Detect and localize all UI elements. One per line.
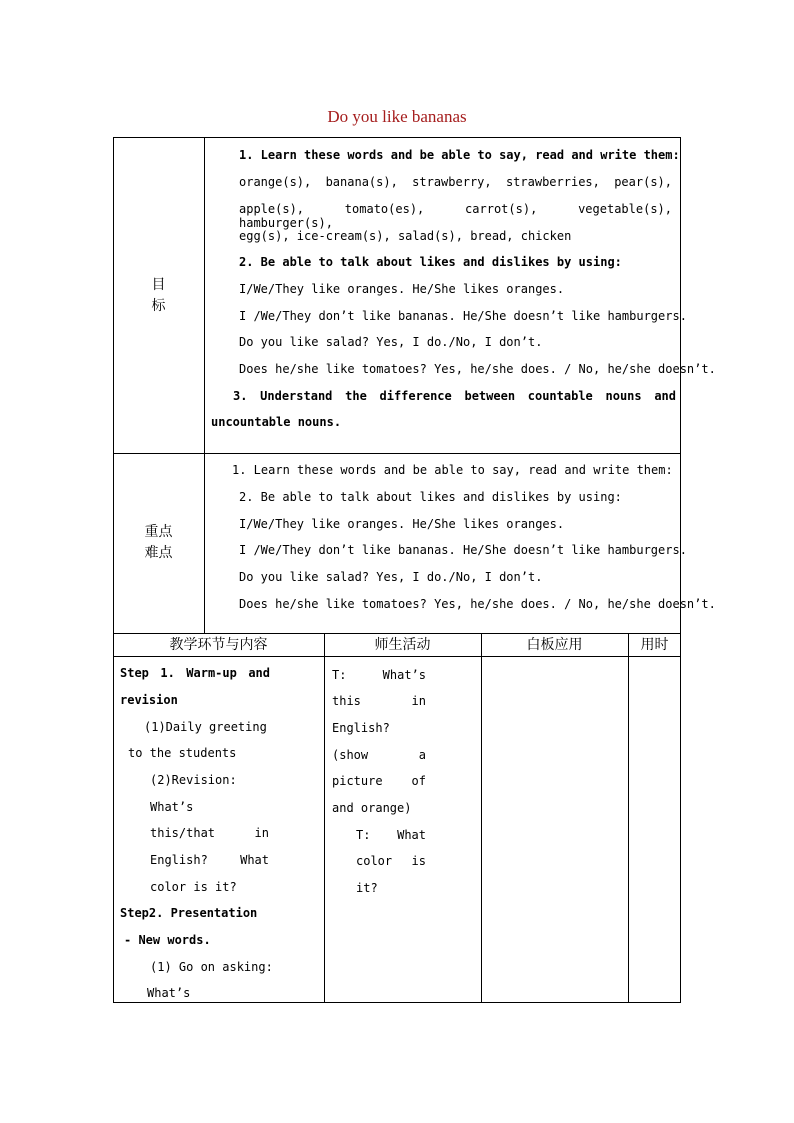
content-line: Step 1. Warm-up and bbox=[120, 666, 270, 680]
column-header-whiteboard: 白板应用 bbox=[526, 637, 583, 653]
content-line: - New words. bbox=[124, 933, 211, 947]
page-title: Do you like bananas bbox=[327, 107, 467, 126]
column-header-activity: 师生活动 bbox=[374, 637, 431, 653]
content-line: Step2. Presentation bbox=[120, 906, 258, 920]
key-points-label bbox=[113, 522, 204, 564]
activity-line: T: What bbox=[356, 828, 426, 842]
objective-line: I/We/They like oranges. He/She likes oranges. bbox=[239, 282, 565, 296]
objective-line: 2. Be able to talk about likes and dislikes by using: bbox=[239, 255, 622, 269]
activity-line: (show a bbox=[332, 748, 426, 762]
objective-line: Does he/she like tomatoes? Yes, he/she does. / No, he/she doesn’t. bbox=[239, 362, 716, 376]
content-line: revision bbox=[120, 693, 178, 707]
key-point-line: Does he/she like tomatoes? Yes, he/she does. / No, he/she doesn’t. bbox=[239, 597, 716, 611]
objective-line: I /We/They don’t like bananas. He/She doesn’t like hamburgers. bbox=[239, 309, 687, 323]
objective-line: apple(s), tomato(es), carrot(s), vegetable(s), hamburger(s), bbox=[239, 202, 672, 230]
key-point-line: 2. Be able to talk about likes and dislikes by using: bbox=[239, 490, 622, 504]
key-point-line: I/We/They like oranges. He/She likes oranges. bbox=[239, 517, 565, 531]
key-point-line: I /We/They don’t like bananas. He/She doesn’t like hamburgers. bbox=[239, 543, 687, 557]
objective-line: Do you like salad? Yes, I do./No, I don’t. bbox=[239, 335, 543, 349]
objectives-label-line1: 目 bbox=[151, 277, 166, 293]
objective-line: egg(s), ice-cream(s), salad(s), bread, chicken bbox=[239, 229, 572, 243]
content-line: this/that in bbox=[150, 826, 269, 840]
activity-line: this in bbox=[332, 694, 426, 708]
key-point-line: 1. Learn these words and be able to say, read and write them: bbox=[232, 463, 673, 477]
content-line: color is it? bbox=[150, 880, 237, 894]
activity-line: English? bbox=[332, 721, 390, 735]
content-line: What’s bbox=[147, 986, 191, 1000]
content-line: (1)Daily greeting bbox=[144, 720, 267, 734]
activity-line: picture of bbox=[332, 774, 426, 788]
objectives-label-line2: 标 bbox=[151, 298, 166, 314]
objective-line: uncountable nouns. bbox=[211, 415, 342, 429]
activity-line: it? bbox=[356, 881, 378, 895]
content-line: English? What bbox=[150, 853, 269, 867]
content-line: (1) Go on asking: bbox=[150, 960, 273, 974]
content-line: to the students bbox=[128, 746, 237, 760]
activity-line: T: What’s bbox=[332, 668, 426, 682]
objective-line: 3. Understand the difference between countable nouns and bbox=[233, 389, 676, 403]
key-points-label-line1: 重点 bbox=[144, 524, 173, 540]
objective-line: 1. Learn these words and be able to say, read and write them: bbox=[239, 148, 680, 162]
column-header-content: 教学环节与内容 bbox=[169, 637, 268, 653]
activity-line: color is bbox=[356, 854, 426, 868]
content-line: (2)Revision: bbox=[150, 773, 237, 787]
column-header-time: 用时 bbox=[640, 637, 669, 653]
procedure-table bbox=[113, 633, 681, 1003]
content-line: What’s bbox=[150, 800, 194, 814]
key-point-line: Do you like salad? Yes, I do./No, I don’t. bbox=[239, 570, 543, 584]
objective-line: orange(s), banana(s), strawberry, strawberries, pear(s), bbox=[239, 175, 672, 189]
objectives-label bbox=[113, 275, 204, 317]
key-points-label-line2: 难点 bbox=[144, 545, 173, 561]
activity-line: and orange) bbox=[332, 801, 412, 815]
